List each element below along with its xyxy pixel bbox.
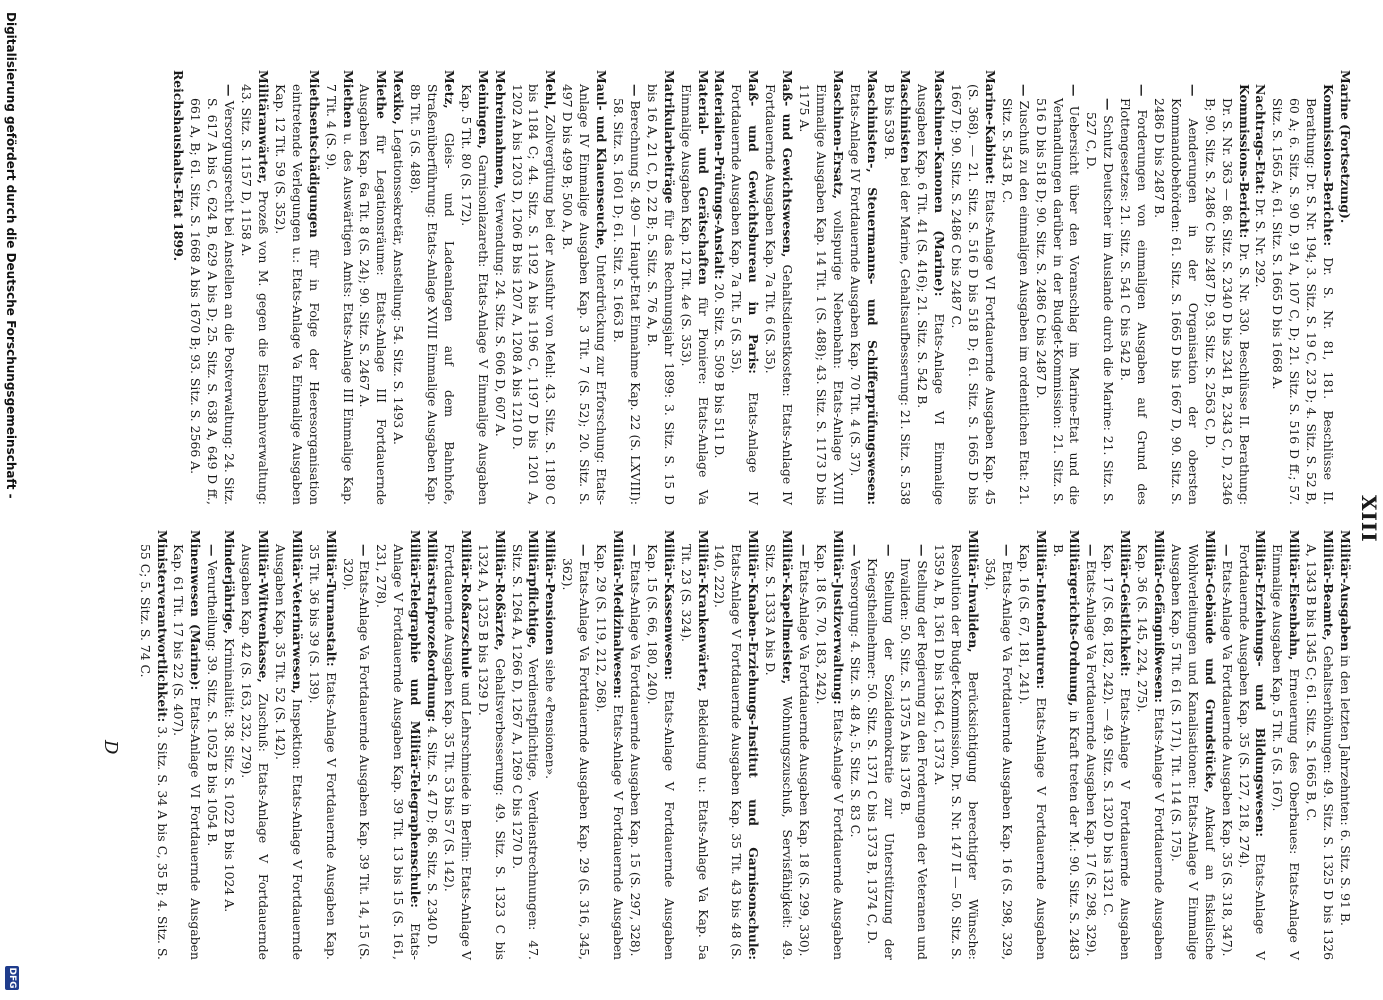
index-entry — [727, 70, 761, 505]
entry-heading: — — [1067, 84, 1083, 97]
entry-heading: — — [1219, 544, 1235, 557]
entry-heading: — — [222, 84, 238, 97]
index-entry — [389, 70, 406, 505]
index-entry — [846, 530, 863, 960]
entry-heading: — — [627, 84, 643, 97]
entry-heading: Matrikularbeiträge — [661, 70, 677, 204]
index-entry — [677, 530, 711, 960]
entry-heading: Militärgerichts-Ordnung, — [1067, 530, 1083, 707]
index-entry — [542, 530, 559, 960]
entry-heading: Kommissions-Berichte: — [1321, 84, 1337, 247]
index-entry — [846, 70, 880, 505]
entry-heading: — — [577, 544, 593, 557]
entry-heading: — — [1185, 84, 1201, 97]
entry-text: Dr. S. Nr. 330. Beschlüsse II. Berathung: Dr. S. Nr. 363 — 86. Sitz. S. 2340 D bis 2341 B, 2343 C, D, 2346 B; 90. Sitz. S. 2486 C bis 2487 D; 93. Sitz. S. 2563 C, D. — [1202, 98, 1252, 505]
entry-text: für in Folge der Heeresorganisation eintretende Verlegungen u.: Etats-Anlage Va Einmalige Ausgaben Kap. 12 Tit. 59 (S. 352). — [272, 84, 322, 505]
index-entry — [491, 70, 508, 505]
entry-heading: Militär-Justizverwaltung: — [830, 530, 846, 705]
entry-heading: Mehreinnahmen, — [492, 70, 508, 190]
index-entry — [136, 530, 170, 960]
digitization-footer — [0, 0, 22, 1000]
entry-heading: — — [627, 544, 643, 557]
index-entry — [643, 70, 677, 505]
entry-text: bei der Marine, Gehaltsaufbesserung: 21. Sitz. S. 538 B bis 539 B. — [881, 84, 914, 505]
entry-text: Versorgung: 4. Sitz. S. 48 A; 5. Sitz. S. 83 C. — [847, 560, 863, 838]
entry-heading: — — [847, 544, 863, 557]
entry-heading: Maschinen-Ersatz, — [830, 70, 846, 200]
entry-text: siehe «Pensionen». — [543, 658, 559, 780]
index-entry — [508, 70, 559, 505]
entry-heading: Militär-Gefängnißwesen: — [1152, 530, 1168, 703]
entry-text: Forderungen von einmaligen Ausgaben auf Grund des Flottengesetzes: 21. Sitz. S. 541 C bis 542 B. — [1118, 98, 1151, 505]
index-entry — [711, 70, 728, 505]
entry-text: 4. Sitz. S. 47 D; 86. Sitz. S. 2340 D. — [425, 726, 441, 948]
entry-text: für Legationsräume: Etats-Anlage III Fortdauernde Ausgaben Kap. 6a Tit. 8 (S. 24); 90. Sitz. S. 2467 A. — [357, 84, 390, 505]
entry-heading: Maschinisten — [898, 70, 914, 164]
entry-text: und Lehrschmiede in Berlin: Etats-Anlage V Fortdauernde Ausgaben Kap. 35 Tit. 53 bis 57 (S. 142). — [441, 544, 474, 960]
entry-heading: Militär-Wittwenkasse, — [256, 530, 271, 683]
entry-text: Ankauf an fiskalische Wohlverleitungen und Kanalisationen: Etats-Anlage V Einmalige Ausgaben Kap. 5 Tit. 61 (S. 171), Tit. 114 (S. 175). — [1168, 544, 1218, 960]
index-entry — [558, 70, 609, 505]
index-entry — [1133, 530, 1167, 960]
entry-heading: Militär-Intendanturen: — [1033, 530, 1049, 690]
entry-text: Schutz Deutscher im Auslande durch die Marine: 21. Sitz. S. 527 C, D. — [1084, 112, 1117, 505]
index-entry — [1336, 530, 1353, 960]
entry-text: Kriminalität: 38. Sitz. S. 1022 B bis 1024 A. — [222, 638, 238, 913]
page-number: XIII — [1357, 495, 1381, 543]
sheet-signature: D — [100, 740, 121, 755]
entry-text: Etats-Anlage V Fortdauernde Ausgaben Kap. 35 (S. 127, 218, 274). — [1236, 544, 1269, 960]
entry-text: Gehaltsverbesserung: 49. Sitz. S. 1323 C bis 1324 A, 1325 B bis 1329 D. — [475, 544, 508, 960]
entry-text: Etats-Anlage Va Fortdauernde Ausgaben Kap. 15 (S. 297, 328). — [627, 560, 643, 957]
index-entry — [1336, 70, 1353, 505]
entry-heading: — — [205, 544, 221, 557]
entry-heading: Marine (Fortsetzung). — [1338, 70, 1353, 224]
index-entry — [440, 530, 474, 960]
entry-text: Etats-Anlage V Fortdauernde Ausgaben Kap. 17 (S. 68, 182, 242). — 49. Sitz. S. 1320 D bis 1321 C. — [1101, 544, 1134, 960]
entry-heading: — — [357, 544, 373, 557]
entry-heading: — — [915, 544, 931, 557]
entry-heading: Militär-Turnanstalt: — [323, 530, 339, 667]
entry-text: Garnisonlazareth: Etats-Anlage V Einmalige Ausgaben Kap. 5 Tit. 80 (S. 172). — [458, 84, 491, 505]
index-entry — [1268, 530, 1302, 960]
footer-text: Digitalisierung gefördert durch die Deutsche Forschungsgemeinschaft - — [4, 12, 18, 499]
entry-text: Verwendung: 24. Sitz. S. 606 D, 607 A. — [492, 193, 508, 437]
index-entry — [203, 530, 220, 960]
index-entry — [220, 530, 237, 960]
entry-text: Etats-Anlage VI Fortdauernde Ausgaben Kap. 61 Tit. 17 bis 22 (S. 407). — [171, 544, 204, 960]
entry-text: in Kraft treten der M.: 90. Sitz. S. 2483 B. — [1050, 544, 1083, 960]
index-entry — [677, 70, 711, 505]
index-column-right — [136, 530, 1353, 960]
entry-text: Etats-Anlage V Fortdauernde Ausgaben Kap. 16 (S. 67, 181, 241). — [1016, 544, 1049, 960]
entry-text: Versorgungsrecht bei Anstellen an die Postverwaltung: 24. Sitz. S. 617 A bis C, 624 B, 629 A bis D; 25. Sitz. S. 638 A, 649 D ff., 661 A, B; 61. Sitz. S. 1668 A bis 1670 B; 93. Sitz. S. 2566 A. — [188, 98, 238, 505]
entry-text: Etats-Anlage IV Fortdauernde Ausgaben Kap. 7a Tit. 5 (S. 35). — [729, 84, 762, 505]
index-entry — [795, 70, 846, 505]
entry-text: Verurtheilung: 39. Sitz. S. 1052 B bis 1054 B. — [205, 560, 221, 847]
entry-heading: Militär-Knaben-Erziehungs-Institut und Garnisonschule: — [746, 530, 762, 960]
entry-heading: Militäranwärter, — [256, 70, 271, 184]
index-entry — [558, 530, 592, 960]
index-entry — [1049, 530, 1083, 960]
index-entry — [863, 530, 897, 960]
entry-text: Etats-Anlage V Fortdauernde Ausgaben Kap. 39 Tit. 13 bis 15 (S. 161, 231, 278). — [374, 544, 424, 960]
entry-text: Berechnung S. 490 — Haupt-Etat Einnahme Kap. 22 (S. LXVIII): 58. Sitz. S. 1601 D; 61. Sitz. S. 1663 B. — [611, 98, 643, 505]
entry-heading: Militär-Geistlichkeit: — [1118, 530, 1134, 677]
entry-text: Erneuerung des Oberbaues: Etats-Anlage V Einmalige Ausgaben Kap. 5 Tit. 5 (S. 167). — [1270, 544, 1303, 960]
index-entry — [880, 70, 914, 505]
index-entry — [761, 530, 795, 960]
index-entry — [947, 70, 998, 505]
entry-text: für Pioniere: Etats-Anlage Va Einmalige Ausgaben Kap. 12 Tit. 4e (S. 353). — [678, 84, 711, 505]
index-entry — [423, 530, 440, 960]
entry-text: für das Rechnungsjahr 1899: 3. Sitz. S. 15 D bis 16 A, 21 C, D, 22 B; 5. Sitz. S. 76 A, B. — [644, 84, 677, 505]
index-entry — [271, 70, 322, 505]
entry-text: Uebersicht über den Voranschlag im Marine-Etat und die Verhandlungen darüber in der Budget-Kommission: 21. Sitz. S. 516 D bis 518 D; 90. Sitz. S. 2486 C bis 2487 D. — [1033, 98, 1083, 505]
index-entry — [1167, 530, 1218, 960]
entry-heading: Minderjährige, — [222, 530, 238, 635]
entry-heading: — — [1084, 544, 1100, 557]
index-entry — [1015, 530, 1049, 960]
entry-heading: Ministerverantwortlichkeit: — [154, 530, 170, 723]
index-entry — [1235, 530, 1269, 960]
entry-text: 3. Sitz. S. 34 A bis C, 35 B; 4. Sitz. S. 55 C; 5. Sitz. S. 74 C. — [137, 544, 170, 960]
index-entry — [592, 530, 626, 960]
index-entry — [356, 70, 390, 505]
entry-heading: — — [1135, 84, 1151, 97]
index-entry — [1032, 70, 1083, 505]
index-entry — [508, 530, 542, 960]
entry-text: Etats-Anlage V Fortdauernde Ausgaben Kap. 35 Tit. 43 bis 48 (S. 140, 222). — [712, 544, 745, 960]
entry-text: Zuschuß zu den einmaligen Ausgaben im ordentlichen Etat: 21. Sitz. S. 543 B, C. — [999, 98, 1032, 505]
entry-heading: Material- und Gerätschaften — [695, 70, 711, 285]
entry-heading: Militärpflichtige, — [526, 530, 542, 649]
entry-heading: Militär-Roßärzte, — [492, 530, 508, 651]
entry-heading: Materialien-Prüfungs-Anstalt: — [712, 70, 728, 280]
entry-text: Gehaltsdienstkosten: Etats-Anlage IV Fortdauernde Ausgaben Kap. 7a Tit. 6 (S. 35). — [763, 84, 796, 505]
entry-heading: Militär-Telegraphie und Militär-Telegraphenschule: — [408, 530, 424, 908]
entry-text: Dr. S. Nr. 292. — [1253, 198, 1269, 288]
index-entry — [761, 70, 795, 505]
entry-heading: Miethsentschädigungen — [306, 70, 322, 238]
entry-heading: Miethen — [340, 70, 356, 128]
entry-heading: Militär-Kapellmeister, — [780, 530, 796, 685]
index-entry — [1268, 70, 1336, 505]
index-entry — [372, 530, 423, 960]
entry-heading: Militärstrafprozeßordnung: — [425, 530, 441, 723]
entry-heading: Militär-Beamte, — [1321, 530, 1337, 641]
entry-heading: — — [797, 544, 812, 557]
entry-text: Etats-Anlage Va Fortdauernde Ausgaben Kap. 29 (S. 316, 345, 362). — [560, 558, 593, 960]
index-entry — [237, 70, 271, 505]
index-entry — [795, 530, 812, 960]
entry-text: Zollvergütung bei der Ausfuhr von Mehl: 43. Sitz. S. 1180 C bis 1184 C; 44. Sitz. S. 1192 A bis 1196 C, 1197 D bis 1201 A, 1202 A bis 1203 D, 1206 B bis 1207 A, 1208 A bis 1210 D. — [509, 84, 559, 505]
entry-text: Etats-Anlage V Fortdauernde Ausgaben Kap. 29 (S. 119, 212, 268). — [594, 544, 627, 960]
entry-heading: Miethe — [374, 70, 390, 119]
entry-heading: Maschinen-Kanonen (Marine): — [932, 70, 948, 297]
entry-text: Zuschuß: Etats-Anlage V Fortdauernde Ausgaben Kap. 42 (S. 163, 232, 279). — [239, 544, 271, 960]
index-entry — [626, 530, 643, 960]
entry-heading: Maschinisten-, Steuermanns- und Schifferprüfungswesen: — [864, 70, 880, 505]
entry-text: Bekleidung u.: Etats-Anlage Va Kap. 5a Tit. 23 (S. 324). — [678, 544, 711, 960]
index-entry — [170, 530, 204, 960]
entry-heading: Militär-Roßarzschule — [458, 530, 474, 678]
entry-heading: Militär-Eisenbahn, — [1287, 530, 1303, 661]
entry-heading: Marine-Kabinet: — [982, 70, 998, 185]
index-entry — [1201, 70, 1252, 505]
index-entry — [1302, 530, 1336, 960]
entry-heading: — — [1016, 84, 1032, 97]
entry-heading: Meiningen, — [475, 70, 491, 149]
index-column-left — [170, 70, 1353, 505]
index-entry — [930, 530, 981, 960]
entry-text: 20. Sitz. S. 509 B bis 511 D. — [712, 283, 728, 459]
entry-text: Stellung der Regierung zu den Forderungen der Veteranen und Invaliden: 50. Sitz. S. 1375 A bis 1376 B. — [898, 558, 931, 960]
entry-text: Legationssekretär, Anstellung: 54. Sitz. S. 1493 A. — [391, 128, 407, 445]
entry-heading: Militär-Gebäude und Grundstücke, — [1202, 530, 1218, 793]
entry-heading: Nachtrags-Etat: — [1253, 84, 1269, 195]
entry-text: Etats-Anlage V Fortdauernde Ausgaben Kap. 36 (S. 145, 224, 275). — [1135, 544, 1168, 960]
index-entry — [271, 530, 305, 960]
index-entry — [1252, 70, 1269, 505]
index-entry — [913, 70, 947, 505]
index-entry — [1218, 530, 1235, 960]
entry-text: u. des Auswärtigen Amts: Etats-Anlage III Einmalige Kap. 7 Tit. 4 (S. 9). — [323, 84, 356, 505]
entry-heading: Maß- und Gewichtsbureau in Paris: — [746, 70, 762, 374]
entry-heading: Mehl, — [543, 70, 559, 110]
index-entry — [322, 70, 356, 505]
entry-heading: Maß- und Gewichtswesen, — [780, 70, 796, 258]
entry-heading: — — [999, 544, 1015, 557]
index-entry — [897, 530, 931, 960]
entry-heading: Maul- und Klauenseuche, — [594, 70, 610, 250]
entry-heading: Militär-Invaliden, — [966, 530, 982, 653]
entry-text: Etats-Anlage Va Fortdauernde Ausgaben Kap. 16 (S. 298, 329, 354). — [982, 558, 1015, 960]
entry-heading: Militär-Ausgaben — [1338, 530, 1353, 652]
index-entry — [170, 70, 187, 505]
index-entry — [474, 530, 508, 960]
index-entry — [186, 70, 237, 505]
entry-heading: Minenwesen (Marine): — [188, 530, 204, 691]
entry-text: Etats-Anlage V Fortdauernde Ausgaben Kap. 15 (S. 66, 180, 240). — [644, 544, 677, 960]
index-entry — [1150, 70, 1201, 505]
entry-text: Gleis- und Ladeanlagen auf dem Bahnhofe, Straßenüberführung: Etats-Anlage XVIII Einmalige Ausgaben Kap. 8b Tit. 5 (S. 488). — [408, 84, 457, 505]
index-entry — [457, 70, 491, 505]
index-entry — [711, 530, 762, 960]
entry-heading: — — [1101, 98, 1117, 111]
entry-text: Prozeß von M. gegen die Eisenbahnverwaltung: 43. Sitz. S. 1157 D, 1158 A. — [239, 84, 271, 505]
entry-heading: Mexiko, — [391, 70, 407, 125]
entry-text: Inspektion: Etats-Anlage V Fortdauernde Ausgaben Kap. 35 Tit. 52 (S. 142). — [272, 544, 305, 960]
entry-heading: Metz, — [441, 70, 457, 109]
entry-text: Etats-Anlage Va Fortdauernde Ausgaben Kap. 35 (S. 318, 347). — [1219, 560, 1235, 957]
index-entry — [305, 530, 339, 960]
entry-heading: Reichshaushalts-Etat 1899. — [171, 70, 187, 262]
entry-heading: Militär-Erziehungs- und Bildungswesen: — [1253, 530, 1269, 837]
entry-text: Etats-Anlage VI Fortdauernde Ausgaben Kap. 45 (S. 368). — 21. Sitz. S. 516 D bis 518 D; 61. Sitz. S. 1665 D bis 1667 D; 90. Sitz. S. 2486 C bis 2487 C. — [949, 84, 998, 505]
entry-text: Gehaltserhöhungen: 49. Sitz. S. 1325 D bis 1326 A, 1343 B bis 1345 C; 61. Sitz. S. 1665 B, C. — [1304, 544, 1337, 960]
dfg-logo: DFG — [7, 967, 17, 989]
entry-heading: Militär-Medizinalwesen: — [611, 530, 627, 699]
entry-heading: Militär-Veterinärwesen, — [289, 530, 305, 694]
index-entry — [998, 70, 1032, 505]
entry-text: Etats-Anlage V Fortdauernde Ausgaben Kap. 35 Tit. 36 bis 39 (S. 139). — [306, 544, 339, 960]
index-entry — [339, 530, 373, 960]
index-entry — [1116, 70, 1150, 505]
entry-text: Aenderungen in der Organisation der obersten Kommandobehörden: 61. Sitz. S. 1665 D bis 1667 D, 90. Sitz. S. 2486 D bis 2487 B. — [1152, 98, 1201, 505]
index-entry — [237, 530, 271, 960]
index-entry — [1083, 70, 1117, 505]
entry-text: vollspurige Nebenbahn: Etats-Anlage XVIII Einmalige Ausgaben Kap. 14 Tit. 1 (S. 488); 43. Sitz. S. 1173 D bis 1175 A. — [797, 84, 846, 505]
entry-heading: — — [881, 544, 897, 557]
index-entry — [609, 70, 643, 505]
entry-text: Etats-Anlage Va Fortdauernde Ausgaben Kap. 39 Tit. 14, 15 (S. 320). — [340, 558, 373, 960]
entry-text: Etats-Anlage Va Fortdauernde Ausgaben Kap. 18 (S. 299, 330). — [797, 560, 812, 957]
entry-text: Berücksichtigung berechtigter Wünsche: Resolution der Budget-Kommission, Dr. S. Nr. 147 II — 50. Sitz. S. 1359 A, B, 1361 D bis 1364 C, 1373 A. — [932, 544, 982, 960]
index-entry — [1083, 530, 1100, 960]
entry-text: Dr. S. Nr. 81, 181. Beschlüsse II. Berathung: Dr. S. Nr. 194; 3. Sitz. S. 19 C, 23 D; 4. Sitz. S. 52 B, 60 A; 6. Sitz. S. 90 D, 91 A, 107 C, D; 21. Sitz. S. 516 D ff.; 57. Sitz. S. 1565 A; 61. Sitz. S. 1665 D bis 1668 A. — [1270, 98, 1337, 505]
entry-text: Etats-Anlage IV Fortdauernde Ausgaben Kap. 70 Tit. 4 (S. 37). — [847, 84, 863, 477]
entry-text: Wohnungszuschuß, Servisfähigkeit: 49. Sitz. S. 1333 A bis D. — [763, 544, 796, 960]
entry-text: Stellung der Sozialdemokratie zur Unterstützung der Kriegstheilnehmer: 50. Sitz. S. 1371 C bis 1373 B, 1374 C, D. — [864, 558, 897, 960]
entry-heading: Militär-Pensionen — [543, 530, 559, 655]
entry-heading: Militär-Kassenwesen: — [661, 530, 677, 680]
entry-text: Etats-Anlage V Fortdauernde Ausgaben Kap. 18 (S. 70, 183, 242). — [813, 544, 846, 960]
entry-heading: Militär-Krankenwärter, — [695, 530, 711, 692]
index-entry — [812, 530, 846, 960]
entry-text: in den letzten Jahrzehnten: 6. Sitz. S. 91 B. — [1338, 655, 1353, 926]
entry-text: Etats-Anlage Va Fortdauernde Ausgaben Kap. 17 (S. 298, 329). — [1084, 560, 1100, 957]
index-entry — [981, 530, 1015, 960]
index-entry — [406, 70, 457, 505]
entry-text: Etats-Anlage VI Einmalige Ausgaben Kap. 6 Tit. 41 (S. 416); 21. Sitz. S. 542 B. — [915, 84, 948, 505]
entry-text: Verdienstpflichtige, Verdienstrechnungen: 47. Sitz. S. 1264 A, 1266 D, 1267 A, 1269 C bis 1270 D. — [509, 544, 542, 960]
index-entry — [643, 530, 677, 960]
index-entry — [1099, 530, 1133, 960]
entry-text: Unterdrückung zur Erforschung: Etats-Anlage IV Einmalige Ausgaben Kap. 3 Tit. 7 (S. 52); 20. Sitz. S. 497 D bis 499 B; 500 A, B. — [560, 84, 610, 505]
entry-heading: Kommissions-Bericht: — [1236, 84, 1252, 239]
